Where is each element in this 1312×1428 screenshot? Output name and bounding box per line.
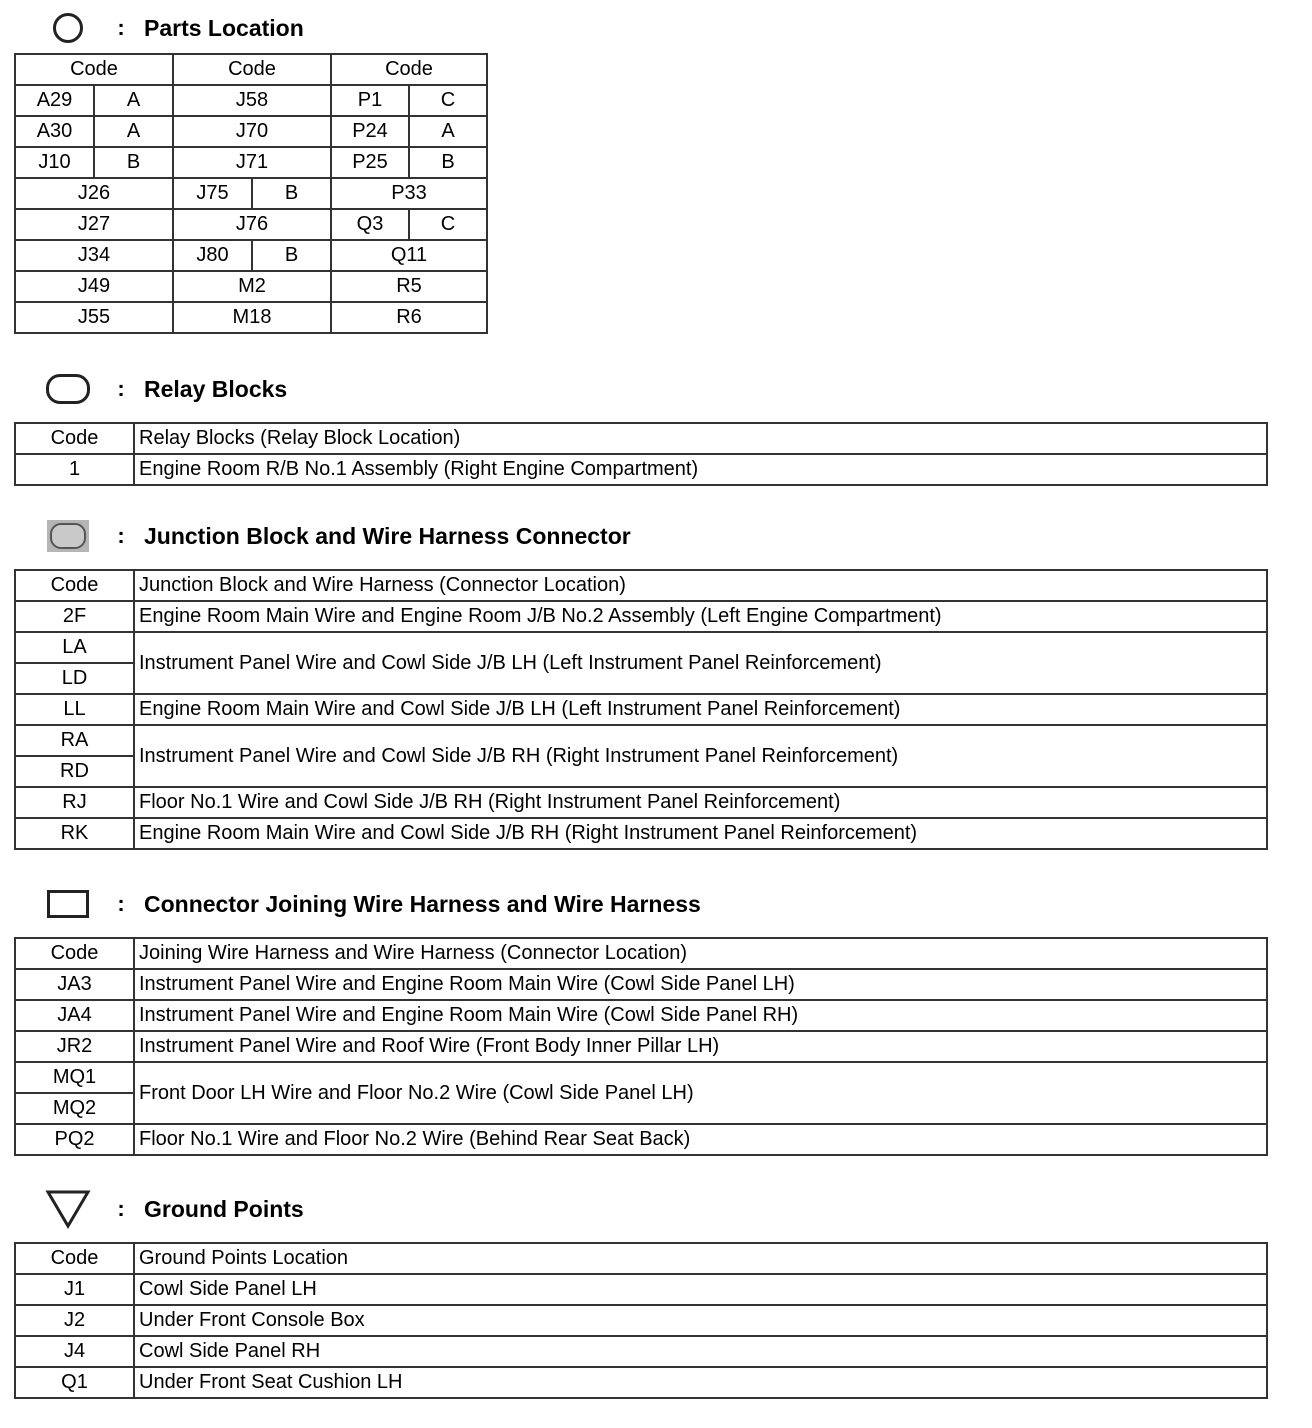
header-cell: Code — [15, 54, 173, 85]
code-cell: P25 — [331, 147, 409, 178]
header-cell: Code — [15, 423, 134, 454]
table-row — [15, 1000, 1267, 1031]
code-cell: P24 — [331, 116, 409, 147]
table-row — [15, 178, 487, 209]
table-header-row — [15, 54, 487, 85]
description-cell: Engine Room R/B No.1 Assembly (Right Engine Compartment) — [134, 454, 1267, 485]
table-row — [15, 1367, 1267, 1398]
code-cell: A — [409, 116, 487, 147]
code-cell: Q11 — [331, 240, 487, 271]
connector-joining-heading — [38, 884, 701, 924]
description-cell: Cowl Side Panel RH — [134, 1336, 1267, 1367]
code-cell: MQ2 — [15, 1093, 134, 1124]
oval-icon — [38, 369, 98, 409]
code-cell: M18 — [173, 302, 331, 333]
header-cell: Ground Points Location — [134, 1243, 1267, 1274]
table-row — [15, 1274, 1267, 1305]
section-title: Connector Joining Wire Harness and Wire Harness — [144, 890, 701, 917]
section-title: Junction Block and Wire Harness Connector — [144, 522, 631, 549]
table-row — [15, 302, 487, 333]
code-cell: J80 — [173, 240, 252, 271]
description-cell: Instrument Panel Wire and Cowl Side J/B LH (Left Instrument Panel Reinforcement) — [134, 632, 1267, 694]
code-cell: J10 — [15, 147, 94, 178]
code-cell: B — [94, 147, 173, 178]
table-row — [15, 271, 487, 302]
code-cell: MQ1 — [15, 1062, 134, 1093]
code-cell: RK — [15, 818, 134, 849]
table-row — [15, 969, 1267, 1000]
code-cell: B — [409, 147, 487, 178]
table-row — [15, 85, 487, 116]
parts-location-heading — [38, 8, 304, 48]
description-cell: Engine Room Main Wire and Cowl Side J/B RH (Right Instrument Panel Reinforcement) — [134, 818, 1267, 849]
code-cell: R5 — [331, 271, 487, 302]
table-header-row — [15, 423, 1267, 454]
table-row — [15, 1305, 1267, 1336]
code-cell: A — [94, 85, 173, 116]
relay-blocks-heading — [38, 369, 287, 409]
code-cell: J75 — [173, 178, 252, 209]
section-title: Parts Location — [144, 14, 304, 41]
code-cell: J71 — [173, 147, 331, 178]
description-cell: Instrument Panel Wire and Roof Wire (Front Body Inner Pillar LH) — [134, 1031, 1267, 1062]
code-cell: 1 — [15, 454, 134, 485]
shaded-oval-icon — [38, 516, 98, 556]
description-cell: Under Front Console Box — [134, 1305, 1267, 1336]
section-title: Ground Points — [144, 1195, 304, 1222]
table-row — [15, 787, 1267, 818]
table-header-row — [15, 1243, 1267, 1274]
table-row — [15, 725, 1267, 756]
colon: : — [117, 376, 125, 401]
colon: : — [117, 1196, 125, 1221]
ground-points-table — [14, 1242, 1268, 1399]
table-row — [15, 1336, 1267, 1367]
code-cell: J26 — [15, 178, 173, 209]
description-cell: Instrument Panel Wire and Engine Room Main Wire (Cowl Side Panel LH) — [134, 969, 1267, 1000]
code-cell: A — [94, 116, 173, 147]
table-row — [15, 1062, 1267, 1093]
code-cell: LL — [15, 694, 134, 725]
code-cell: J49 — [15, 271, 173, 302]
table-row — [15, 209, 487, 240]
header-cell: Code — [15, 1243, 134, 1274]
code-cell: JR2 — [15, 1031, 134, 1062]
description-cell: Cowl Side Panel LH — [134, 1274, 1267, 1305]
description-cell: Under Front Seat Cushion LH — [134, 1367, 1267, 1398]
colon: : — [117, 15, 125, 40]
code-cell: RA — [15, 725, 134, 756]
code-cell: A30 — [15, 116, 94, 147]
table-row — [15, 240, 487, 271]
connector-joining-table — [14, 937, 1268, 1156]
code-cell: JA3 — [15, 969, 134, 1000]
relay-blocks-table — [14, 422, 1268, 486]
description-cell: Instrument Panel Wire and Engine Room Main Wire (Cowl Side Panel RH) — [134, 1000, 1267, 1031]
table-row — [15, 454, 1267, 485]
code-cell: Q1 — [15, 1367, 134, 1398]
code-cell: J1 — [15, 1274, 134, 1305]
colon: : — [117, 891, 125, 916]
description-cell: Instrument Panel Wire and Cowl Side J/B RH (Right Instrument Panel Reinforcement) — [134, 725, 1267, 787]
code-cell: PQ2 — [15, 1124, 134, 1155]
circle-icon — [38, 8, 98, 48]
code-cell: C — [409, 85, 487, 116]
code-cell: J27 — [15, 209, 173, 240]
junction-block-heading — [38, 516, 631, 556]
table-row — [15, 116, 487, 147]
table-row — [15, 601, 1267, 632]
code-cell: P33 — [331, 178, 487, 209]
table-row — [15, 632, 1267, 663]
parts-location-table — [14, 53, 488, 334]
description-cell: Front Door LH Wire and Floor No.2 Wire (Cowl Side Panel LH) — [134, 1062, 1267, 1124]
code-cell: C — [409, 209, 487, 240]
triangle-down-icon — [38, 1189, 98, 1229]
header-cell: Junction Block and Wire Harness (Connector Location) — [134, 570, 1267, 601]
code-cell: JA4 — [15, 1000, 134, 1031]
header-cell: Code — [173, 54, 331, 85]
table-row — [15, 1031, 1267, 1062]
table-row — [15, 818, 1267, 849]
table-header-row — [15, 938, 1267, 969]
description-cell: Engine Room Main Wire and Engine Room J/B No.2 Assembly (Left Engine Compartment) — [134, 601, 1267, 632]
code-cell: LD — [15, 663, 134, 694]
code-cell: J58 — [173, 85, 331, 116]
section-title: Relay Blocks — [144, 375, 288, 402]
rectangle-icon — [38, 884, 98, 924]
code-cell: R6 — [331, 302, 487, 333]
description-cell: Floor No.1 Wire and Floor No.2 Wire (Behind Rear Seat Back) — [134, 1124, 1267, 1155]
code-cell: J34 — [15, 240, 173, 271]
table-row — [15, 147, 487, 178]
code-cell: 2F — [15, 601, 134, 632]
junction-block-table — [14, 569, 1268, 850]
code-cell: J2 — [15, 1305, 134, 1336]
code-cell: J4 — [15, 1336, 134, 1367]
header-cell: Code — [331, 54, 487, 85]
description-cell: Engine Room Main Wire and Cowl Side J/B LH (Left Instrument Panel Reinforcement) — [134, 694, 1267, 725]
header-cell: Joining Wire Harness and Wire Harness (Connector Location) — [134, 938, 1267, 969]
code-cell: B — [252, 240, 331, 271]
colon: : — [117, 523, 125, 548]
code-cell: RJ — [15, 787, 134, 818]
header-cell: Code — [15, 570, 134, 601]
header-cell: Code — [15, 938, 134, 969]
ground-points-heading — [38, 1189, 304, 1229]
table-row — [15, 694, 1267, 725]
code-cell: J76 — [173, 209, 331, 240]
code-cell: Q3 — [331, 209, 409, 240]
code-cell: M2 — [173, 271, 331, 302]
code-cell: J70 — [173, 116, 331, 147]
code-cell: LA — [15, 632, 134, 663]
code-cell: RD — [15, 756, 134, 787]
description-cell: Floor No.1 Wire and Cowl Side J/B RH (Right Instrument Panel Reinforcement) — [134, 787, 1267, 818]
code-cell: B — [252, 178, 331, 209]
code-cell: A29 — [15, 85, 94, 116]
code-cell: P1 — [331, 85, 409, 116]
code-cell: J55 — [15, 302, 173, 333]
header-cell: Relay Blocks (Relay Block Location) — [134, 423, 1267, 454]
table-row — [15, 1124, 1267, 1155]
table-header-row — [15, 570, 1267, 601]
